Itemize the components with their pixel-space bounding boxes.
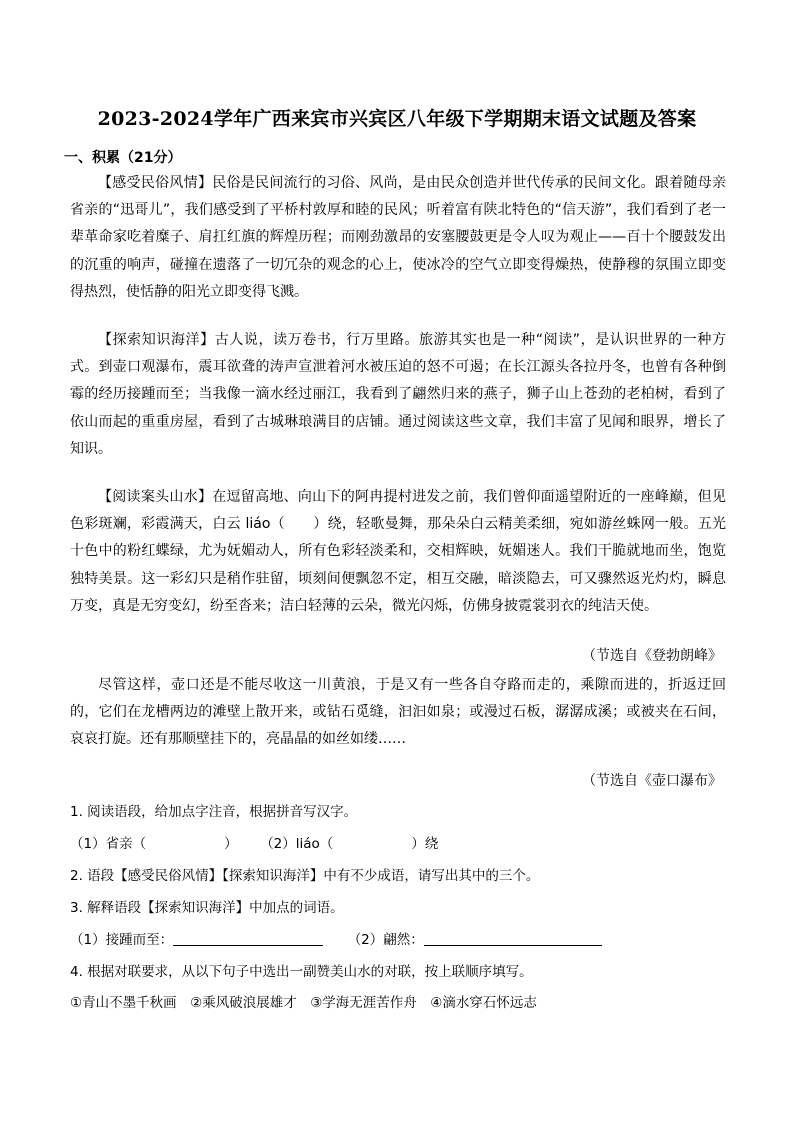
q3-part-a-label: （1）接踵而至： xyxy=(70,932,174,948)
question-3: 3. 解释语段【探索知识海洋】中加点的词语。 xyxy=(70,900,344,916)
paragraph-landscape: 【阅读案头山水】在逗留高地、向山下的阿冉提村进发之前，我们曾仰面遥望附近的一座峰巅，但见色彩斑斓，彩霞满天，白云 liáo（ ）绕，轻歌曼舞，那朵朵白云精美柔细，宛如游丝蛛网一般。五光十色中的粉红蝶绿，尤为妩媚动人，所有色彩轻淡柔和，交相辉映，妩媚迷人。我们干脆就地而坐，饱览独特美景。这一彩幻只是稍作驻留，顷刻间便飘忽不定，相互交融，暗淡隐去，可又骤然返光灼灼，瞬息万变，真是无穷变幻，纷至沓来；洁白轻薄的云朵，微光闪烁，仿佛身披霓裳羽衣的纯洁天使。 xyxy=(70,489,726,614)
q1-part-a-close: ） xyxy=(224,836,238,852)
question-3-answers xyxy=(70,928,602,948)
question-1: 1. 阅读语段，给加点字注音，根据拼音写汉字。 xyxy=(70,804,358,820)
q1-part-a-label: （1）省亲（ xyxy=(70,836,147,852)
document-title: 2023-2024学年广西来宾市兴宾区八年级下学期期末语文试题及答案 xyxy=(97,108,697,130)
section-heading: 一、积累（21分） xyxy=(64,150,182,166)
q3-part-b-label: （2）翩然： xyxy=(347,932,424,948)
paragraph-hukou: 尽管这样，壶口还是不能尽收这一川黄浪，于是又有一些各自夺路而走的，乘隙而进的，折返迂回的，它们在龙槽两边的滩壁上散开来，或钻石觅缝，汩汩如泉；或漫过石板，潺潺成溪；或被夹在石间，哀哀打旋。还有那顺壁挂下的，亮晶晶的如丝如缕…… xyxy=(70,677,726,748)
q3-part-a-blank[interactable] xyxy=(173,931,323,946)
q1-part-b-label: （2）liáo（ xyxy=(260,836,334,852)
question-4-options: ①青山不墨千秋画 ②乘风破浪展雄才 ③学海无涯苦作舟 ④滴水穿石怀远志 xyxy=(70,995,537,1011)
question-1-answers xyxy=(70,832,438,852)
paragraph-knowledge-ocean: 【探索知识海洋】古人说，读万卷书，行万里路。旅游其实也是一种“阅读”，是认识世界的一种方式。到壶口观瀑布，震耳欲聋的涛声宣泄着河水被压迫的怒不可遏；在长江源头各拉丹冬，也曾有各种倒霉的经历接踵而至；当我像一滴水经过丽江，我看到了翩然归来的燕子，狮子山上苍劲的老柏树，看到了依山而起的重重房屋，看到了古城琳琅满目的店铺。通过阅读这些文章，我们丰富了见闻和眼界，增长了知识。 xyxy=(70,332,726,457)
source-note-1: （节选自《登勃朗峰》 xyxy=(582,648,722,664)
question-2: 2. 语段【感受民俗风情】【探索知识海洋】中有不少成语，请写出其中的三个。 xyxy=(70,868,540,884)
question-4: 4. 根据对联要求，从以下句子中选出一副赞美山水的对联，按上联顺序填写。 xyxy=(70,964,533,980)
source-note-2: （节选自《壶口瀑布》 xyxy=(582,773,722,789)
paragraph-folk-customs: 【感受民俗风情】民俗是民间流行的习俗、风尚，是由民众创造并世代传承的民间文化。跟着随母亲省亲的“迅哥儿”，我们感受到了平桥村敦厚和睦的民风；听着富有陕北特色的“信天游”，我们看到了老一辈革命家吃着糜子、肩扛红旗的辉煌历程；而刚劲激昂的安塞腰鼓更是令人叹为观止——百十个腰鼓发出的沉重的响声，碰撞在遗落了一切冗杂的观念的心上，使冰冷的空气立即变得燥热，使静穆的氛围立即变得热烈，使恬静的阳光立即变得飞溅。 xyxy=(70,175,726,300)
q1-part-b-close: ）绕 xyxy=(411,836,439,852)
q3-part-b-blank[interactable] xyxy=(424,931,602,946)
